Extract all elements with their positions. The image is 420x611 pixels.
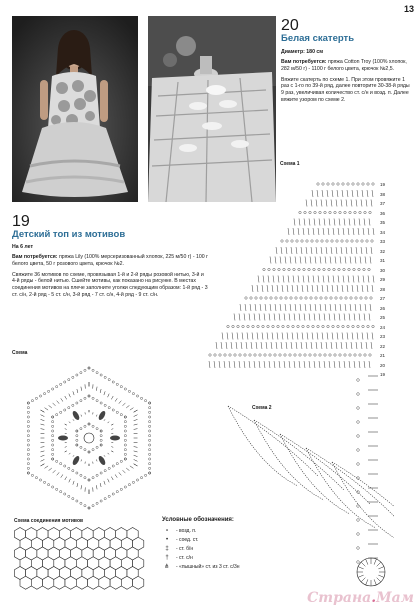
row-number: 31	[380, 258, 385, 263]
row-number: 29	[380, 277, 385, 282]
row-number: 36	[380, 211, 385, 216]
row-number: 37	[380, 201, 385, 206]
page-number: 13	[404, 4, 414, 14]
age: На 6 лет	[12, 244, 208, 251]
row-number: 30	[380, 268, 385, 273]
row-number: 19	[380, 182, 385, 187]
row-number: 24	[380, 325, 385, 330]
materials-label: Вам потребуется:	[281, 59, 327, 65]
chain-stitch-icon: ∘	[162, 527, 172, 534]
legend-label: - соед. ст.	[176, 537, 198, 543]
legend-label: - ст. с/н	[176, 555, 193, 561]
materials-text: пряжа Cotton Troy (100% хлопок, 282 м/50 г) - 1100 г белого цвета, крючок №2,5.	[281, 59, 407, 72]
row-number: 22	[380, 344, 385, 349]
watermark-part2: Мам	[376, 590, 414, 606]
row-number: 19	[380, 372, 385, 377]
legend-label: - возд. п.	[176, 528, 196, 534]
scheme2-label: Схема 2	[252, 405, 272, 411]
hexagon-motif-diagram	[14, 358, 164, 516]
section-number: 20	[281, 18, 411, 34]
row-number: 26	[380, 306, 385, 311]
row-number: 35	[380, 220, 385, 225]
watermark: Страна.Мам	[307, 590, 414, 606]
photo-girl-top	[12, 16, 138, 202]
join-scheme-label: Схема соединения мотивов	[14, 518, 83, 524]
legend	[162, 517, 292, 571]
row-number: 20	[380, 363, 385, 368]
row-number: 32	[380, 249, 385, 254]
double-crochet-icon: †	[162, 555, 172, 561]
legend-item	[162, 562, 292, 571]
legend-label: - «пышный» ст. из 3 ст. с/3н	[176, 564, 240, 570]
puff-stitch-icon: ⋔	[162, 563, 172, 570]
legend-title: Условные обозначения:	[162, 517, 292, 523]
legend-item	[162, 544, 292, 553]
row-number: 28	[380, 287, 385, 292]
row-number: 34	[380, 230, 385, 235]
row-number: 25	[380, 315, 385, 320]
watermark-part1: Страна	[307, 590, 371, 606]
section-19	[12, 214, 208, 299]
section-number: 19	[12, 214, 208, 230]
row-number: 33	[380, 239, 385, 244]
legend-label: - ст. б/н	[176, 546, 193, 552]
section-20	[281, 18, 411, 104]
instructions-text: Вяжите скатерть по схеме 1. При этом провяжите 1 раз с 1-го по 39-й ряд, далее повторите 30-38-й ряды 9 раз, увеличивая количество ст. с/н и возд. п. Далее вяжите узором по схеме 2.	[281, 77, 411, 104]
materials-label: Вам потребуется:	[12, 254, 58, 260]
motif-join-grid	[12, 526, 152, 604]
section-title: Белая скатерть	[281, 34, 411, 45]
instructions-text: Свяжите 36 мотивов по схеме, провязывая 1-й и 2-й ряды розовой нитью, 3-й и 4-й ряды - белой нитью. Сшейте мотивы, как показано на рисунке. В местах соединения мотивов на плече заполните уголки следующим образом: 1-й ряд - 3 ст. с/н, 2-й ряд - 5 ст. с/н, 3-й ряд - 7 ст. с/н, 4-й ряд - 9 ст. с/н.	[12, 272, 208, 299]
diameter: Диаметр: 180 см	[281, 49, 411, 56]
row-number: 38	[380, 192, 385, 197]
row-number: 21	[380, 353, 385, 358]
scheme1-label: Схема 1	[280, 161, 300, 167]
photo-white-tablecloth	[148, 16, 276, 202]
materials-text: пряжа Lily (100% мерсеризованный хлопок, 225 м/50 г) - 100 г белого цвета, 50 г розового цвета, крючок №2.	[12, 254, 208, 267]
slip-stitch-icon: •	[162, 537, 172, 543]
scheme-label: Схема	[12, 350, 27, 356]
legend-item	[162, 526, 292, 535]
row-number: 27	[380, 296, 385, 301]
legend-item	[162, 535, 292, 544]
section-title: Детский топ из мотивов	[12, 230, 208, 241]
row-number: 23	[380, 334, 385, 339]
legend-item	[162, 553, 292, 562]
single-crochet-icon: ‡	[162, 546, 172, 552]
